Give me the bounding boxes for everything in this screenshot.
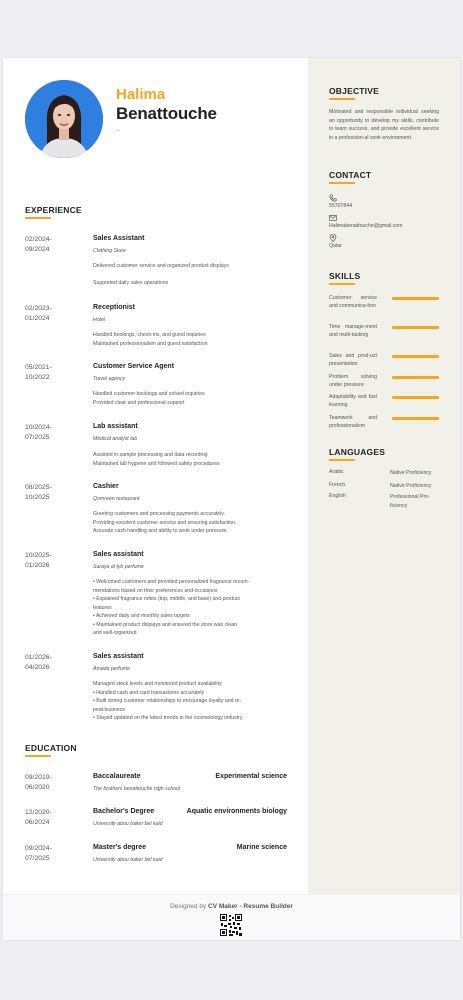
skill-bar	[392, 376, 439, 379]
skill-label: Customer service and communica-tion	[329, 295, 377, 309]
phone-icon	[329, 194, 337, 202]
entry-date: 02/2023- 01/2024	[25, 305, 52, 322]
language-name: English	[329, 493, 347, 499]
name-mark: .	[117, 124, 120, 133]
school-name: The brothers benattouche high school	[93, 786, 181, 792]
location-icon	[329, 234, 337, 242]
entry-description: Handled bookings, check-ins, and guest inquiries Maintained professionalism and guest satisfaction	[93, 332, 208, 347]
entry-title: Customer Service Agent	[93, 363, 175, 370]
entry-title: Cashier	[93, 483, 119, 490]
skill-bar	[392, 396, 439, 399]
entry-title: Sales Assistant	[93, 235, 145, 242]
language-level: Native Proficiency	[390, 483, 432, 489]
objective-underline	[329, 98, 355, 100]
entry-company: Medical analyst lab	[93, 436, 138, 442]
contact-underline	[329, 182, 355, 184]
entry-date: 10/2025- 01/2026	[25, 552, 52, 569]
degree-title: Master's degree	[93, 844, 147, 851]
education-underline	[25, 755, 51, 757]
skill-bar	[392, 417, 439, 420]
objective-heading: OBJECTIVE	[329, 86, 379, 96]
skill-label: Sales and prod-uct presentation	[329, 353, 377, 367]
language-name: French	[329, 482, 346, 488]
email-icon	[329, 214, 337, 222]
resume-page	[3, 58, 460, 940]
entry-description: Delivered customer service and organized product displays Supported daily sales operations	[93, 263, 229, 286]
skill-bar	[392, 297, 439, 300]
degree-field: Aquatic environments biology	[186, 808, 287, 815]
skill-bar	[392, 326, 439, 329]
last-name: Benattouche	[116, 104, 217, 123]
entry-description: Managed stock levels and monitored product availability • Handled cash and card transactions accurately • Built strong customer relationships to encourage loyalty and re- peat business • Stayed updated on the latest trends in the cosmetology industry	[93, 681, 243, 721]
language-level: Native Proficiency	[390, 470, 432, 476]
entry-date: 05/2021- 10/2022	[25, 364, 52, 381]
languages-heading: LANGUAGES	[329, 447, 386, 457]
degree-title: Baccalaureate	[93, 773, 141, 780]
degree-field: Marine science	[236, 844, 287, 851]
entry-description: • Welcomed customers and provided personalized fragrance recom- mendations based on their preferences and occasions • Explained fragrance notes (top, middle, and base) and product features • Achieved daily and monthly sales targets • Maintained product displays and ensured the store was clean and well-organized	[93, 579, 250, 636]
entry-company: Travel agency	[93, 376, 126, 382]
entry-company: Saraya al tyb perfume	[93, 564, 144, 570]
entry-title: Receptionist	[93, 304, 136, 311]
skill-bar	[392, 355, 439, 358]
contact-email: Halimabenattouche@gmail.com	[329, 223, 403, 229]
experience-heading: EXPERIENCE	[25, 205, 82, 215]
entry-company: Amada perfume	[93, 666, 130, 672]
entry-date: 12/2020- 06/2024	[25, 809, 52, 826]
education-heading: EDUCATION	[25, 743, 77, 753]
languages-underline	[329, 459, 355, 461]
school-name: University abou baker bel kaid	[93, 857, 163, 863]
contact-location: Qatar	[329, 243, 342, 249]
footer	[3, 894, 460, 940]
entry-description: Handled customer bookings and solved inquiries Provided clear and professional support	[93, 391, 205, 406]
degree-field: Experimental science	[215, 773, 287, 780]
language-name: Arabic	[329, 469, 344, 475]
entry-title: Lab assistant	[93, 423, 138, 430]
skill-label: Time manage-ment and multi-tasking	[329, 324, 377, 338]
skill-label: Teamwork and professionalism	[329, 415, 377, 429]
entry-date: 09/2024- 07/2025	[25, 845, 52, 862]
entry-date: 01/2026- 04/2026	[25, 654, 52, 671]
language-level: Professional Pro-ficiency	[390, 494, 430, 509]
skills-heading: SKILLS	[329, 271, 361, 281]
entry-company: Qomreen restaurant	[93, 496, 140, 502]
skills-underline	[329, 283, 355, 285]
profile-photo	[25, 80, 103, 158]
entry-date: 10/2024- 07/2025	[25, 424, 52, 441]
entry-date: 08/2025- 10/2025	[25, 484, 52, 501]
degree-title: Bachelor's Degree	[93, 808, 155, 815]
footer-brand: CV Maker - Resume Builder	[208, 903, 293, 910]
entry-date: 09/2019- 06/2020	[25, 774, 52, 791]
entry-description: Greeting customers and processing payments accurately. Providing excelent customer service and ensuring satisfaction. Accurate cash handling and ability to work under pressure.	[93, 511, 237, 534]
skill-label: Adaptability and fast learning	[329, 394, 377, 408]
contact-phone: 55707844	[329, 203, 353, 209]
entry-company: Clothing Store	[93, 248, 126, 254]
entry-title: Sales assistant	[93, 551, 144, 558]
objective-text: Motivated and responsible individual seeking an opportunity to develop my skills, contribute to team success, and provide excellent service in a profession-al work environment	[329, 109, 439, 141]
entry-description: Assisted in sample processing and data recording Maintained lab hygiene and followed safety procedures	[93, 452, 220, 467]
entry-date: 02/2024- 09/2024	[25, 236, 52, 253]
contact-heading: CONTACT	[329, 170, 372, 180]
skill-label: Problem solving under pressure	[329, 374, 377, 388]
qr-code[interactable]	[220, 914, 242, 936]
experience-underline	[25, 217, 51, 219]
entry-title: Sales assistant	[93, 653, 144, 660]
school-name: University abou baker bel kaid	[93, 821, 163, 827]
entry-company: Hotel	[93, 317, 106, 323]
footer-credit	[3, 903, 460, 910]
first-name: Halima	[116, 86, 166, 103]
footer-prefix: Designed by	[170, 903, 209, 910]
